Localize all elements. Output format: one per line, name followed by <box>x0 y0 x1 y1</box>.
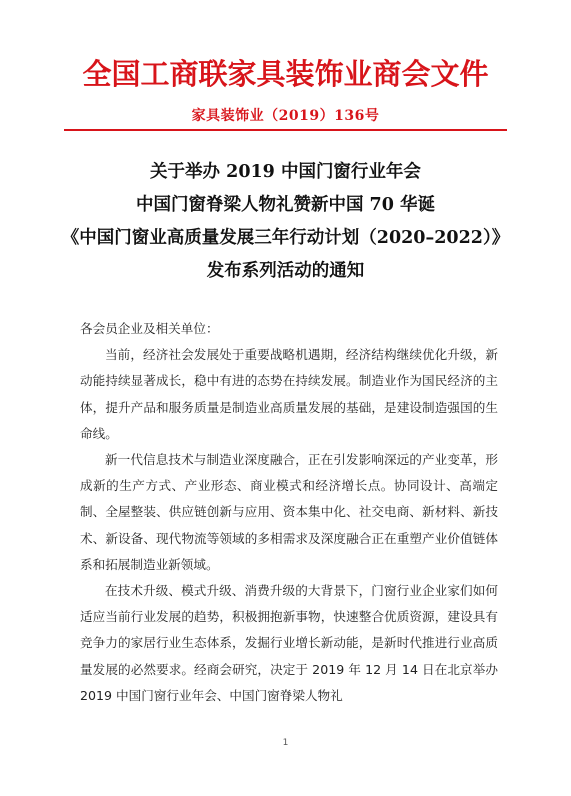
document-title <box>50 156 521 288</box>
title-line: 发布系列活动的通知 <box>206 261 365 281</box>
header-divider <box>64 129 507 131</box>
document-number: 家具装饰业（2019）136号 <box>191 108 380 124</box>
page-number: 1 <box>282 738 289 748</box>
body-paragraph: 当前，经济社会发展处于重要战略机遇期，经济结构继续优化升级，新动能持续显著成长，稳中有进的态势在持续发展。制造业作为国民经济的主体，提升产品和服务质量是制造业高质量发展的基础，是建设制造强国的生命线。 <box>80 347 498 441</box>
salutation: 各会员企业及相关单位： <box>80 321 219 336</box>
title-line: 《中国门窗业高质量发展三年行动计划（2020–2022）》 <box>61 228 510 248</box>
organization-header: 全国工商联家具装饰业商会文件 <box>82 57 489 91</box>
title-line: 中国门窗脊梁人物礼赞新中国 70 华诞 <box>135 195 436 215</box>
body-paragraph: 新一代信息技术与制造业深度融合，正在引发影响深远的产业变革，形成新的生产方式、产业形态、商业模式和经济增长点。协同设计、高端定制、全屋整装、供应链创新与应用、资本集中化、社交电商、新材料、新技术、新设备、现代物流等领域的多相需求及深度融合正在重塑产业价值链体系和拓展制造业新领域。 <box>80 452 498 572</box>
body-paragraph: 在技术升级、模式升级、消费升级的大背景下，门窗行业企业家们如何适应当前行业发展的趋势，积极拥抱新事物，快速整合优质资源，建设具有竞争力的家居行业生态体系，发掘行业增长新动能，是新时代推进行业高质量发展的必然要求。经商会研究，决定于 2019 年 12 月 14 日在北京举办 2019 中国门窗行业年会、中国门窗脊梁人物礼 <box>80 583 498 703</box>
title-line: 关于举办 2019 中国门窗行业年会 <box>150 162 421 182</box>
document-body <box>80 316 498 709</box>
